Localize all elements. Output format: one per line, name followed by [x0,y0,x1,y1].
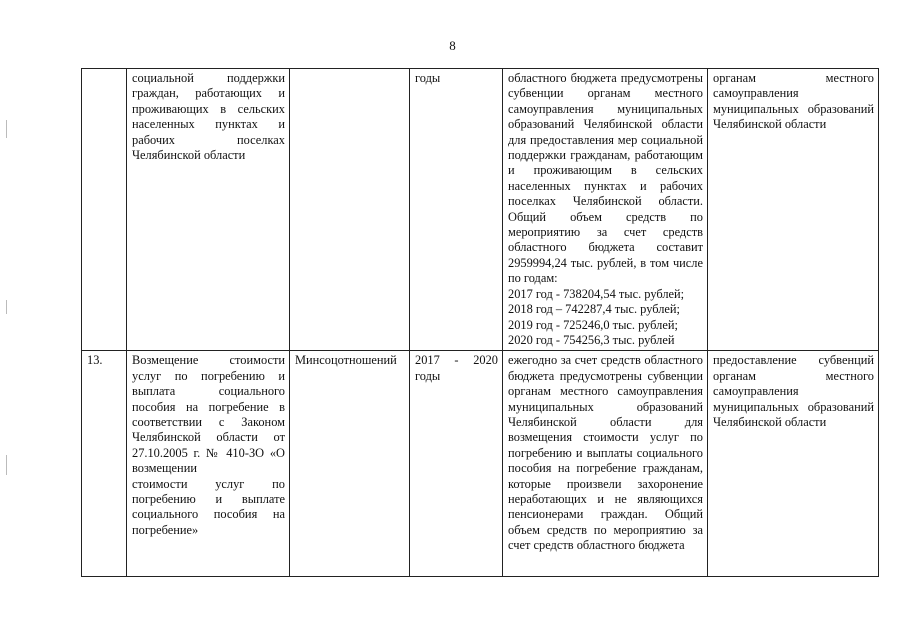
financing-text: областного бюджета предусмотрены субвенции органам местного самоуправления муниципальных образований Челябинской области для предоставления мер социальной поддержки гражданам, работающим и проживающим в сельских населенных пунктах и рабочих поселках Челябинской области. Общий объем средств по мероприятию за счет средств областного бюджета составит 2959994,24 тыс. рублей, в том числе по годам: [508,71,703,286]
financing-year-2017: 2017 год - 738204,54 тыс. рублей; [508,286,685,301]
executor-cell [290,69,410,351]
scan-edge-mark [6,300,7,314]
financing-cell [503,69,708,351]
period-cell: годы [410,69,503,351]
page-number: 8 [449,38,456,53]
measure-name-text: социальной поддержки граждан, работающих и проживающих в сельских населенных пунктах и рабочих поселках Челябинской области [132,71,285,163]
measure-name-text-cont: стоимости услуг по погребению и выплате социального пособия на погребение» [132,476,285,537]
financing-year-2019: 2019 год - 725246,0 тыс. рублей; [508,317,678,332]
period-cell: 2017 - 2020 годы [410,351,503,577]
mechanism-cell: органам местного самоуправления муниципальных образований Челябинской области [708,69,879,351]
row-number: 13. [82,351,127,577]
mechanism-cell: предоставление субвенций органам местного самоуправления муниципальных образований Челябинской области [708,351,879,577]
financing-year-2020: 2020 год - 754256,3 тыс. рублей [508,332,675,347]
measure-name-cell [127,351,290,577]
measures-table [81,68,879,577]
measure-name-cell [127,69,290,351]
table-row [82,69,879,351]
scan-edge-mark [6,455,7,475]
measure-name-text: Возмещение стоимости услуг по погребению и выплата социального пособия на погребение в соответствии с Законом Челябинской области от 27.10.2005 г. № 410-ЗО «О возмещении [132,353,285,476]
financing-year-2018: 2018 год – 742287,4 тыс. рублей; [508,302,680,317]
row-number [82,69,127,351]
financing-cell [503,351,708,577]
financing-text: ежегодно за счет средств областного бюджета предусмотрены субвенции органам местного самоуправления муниципальных образований Челябинской области для возмещения стоимости услуг по погребению и выплаты социального пособия на погребение гражданам, которые произвели захоронение неработающих и не являющихся пенсионерами граждан. Общий объем средств по мероприятию за счет средств областного бюджета [508,353,703,553]
executor-cell: Минсоцотношений [290,351,410,577]
table-row [82,351,879,577]
scan-edge-mark [6,120,7,138]
